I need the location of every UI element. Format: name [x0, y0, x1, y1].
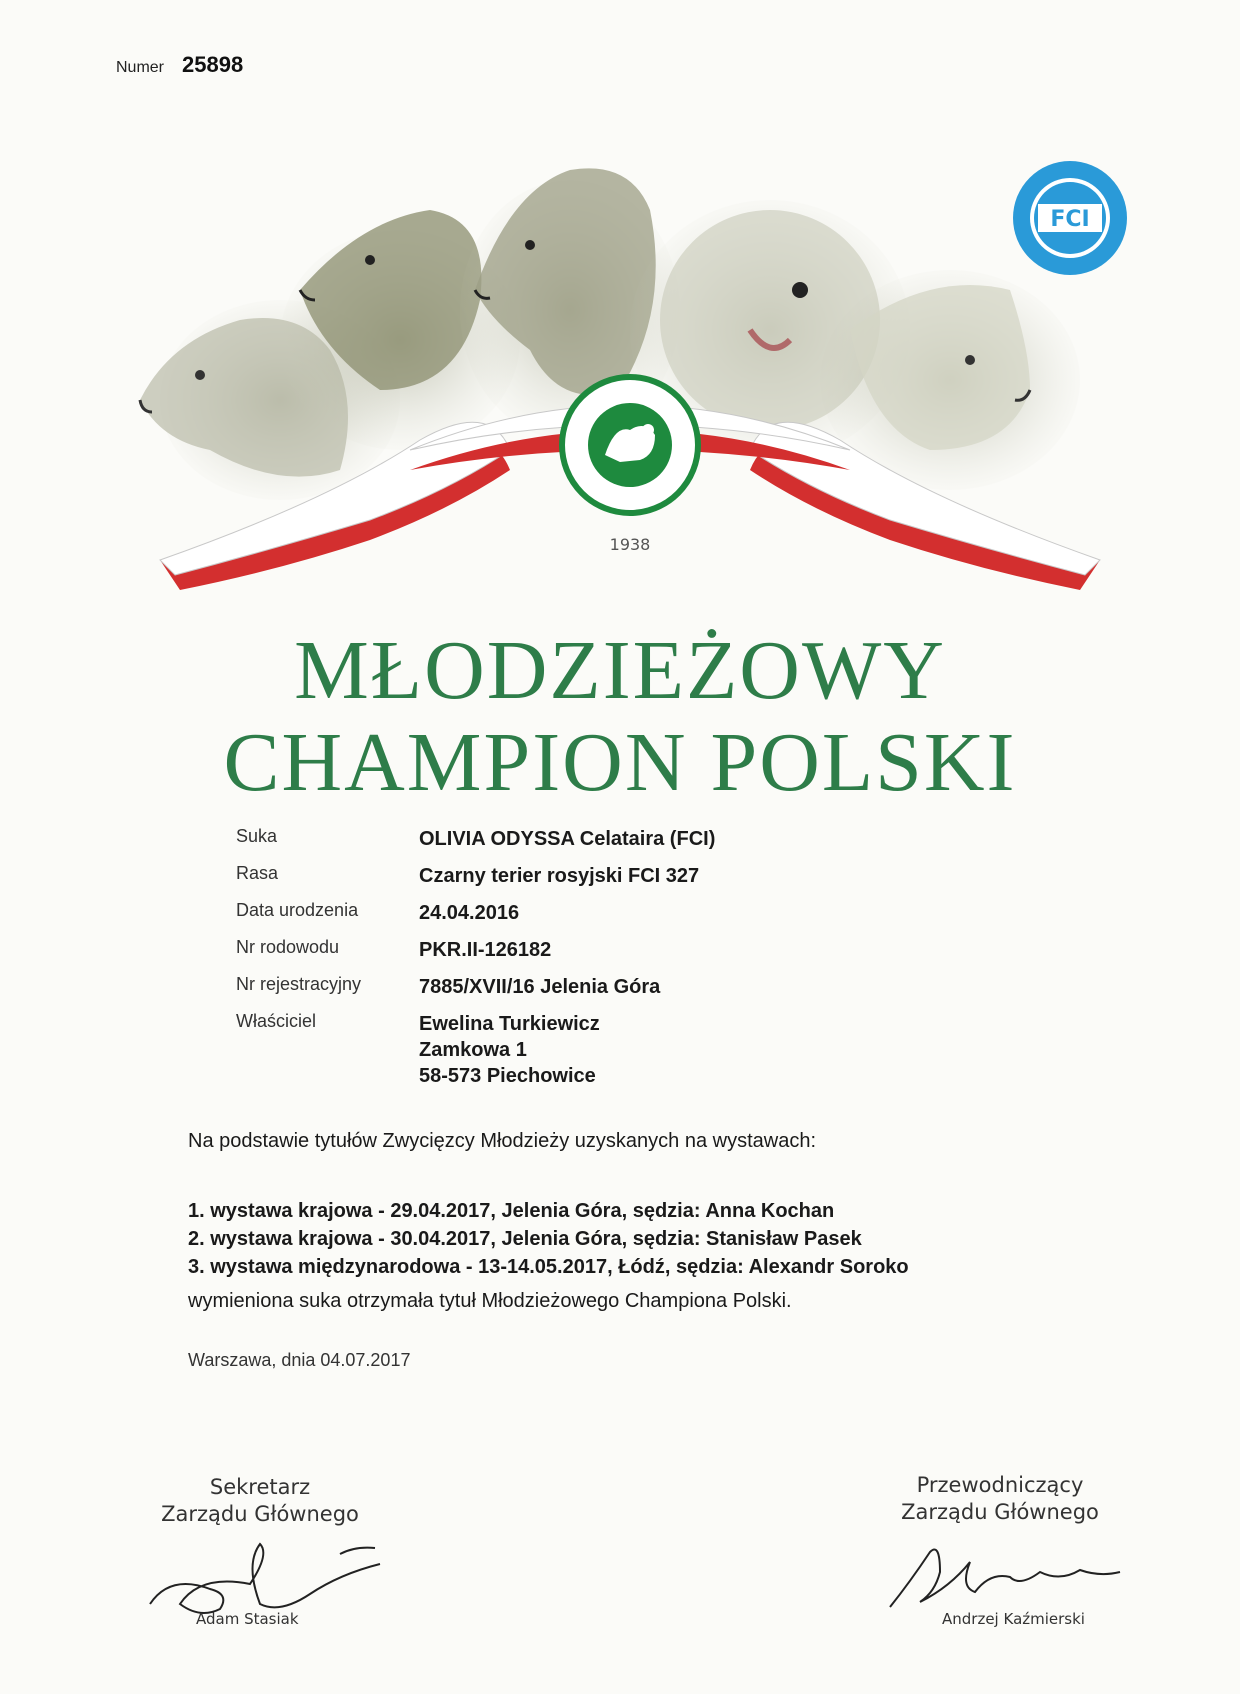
signature-scribble — [880, 1532, 1140, 1622]
signature-title-line2: Zarządu Głównego — [161, 1502, 359, 1526]
signature-name-left: Adam Stasiak — [196, 1610, 299, 1628]
detail-row-owner — [236, 1011, 715, 1089]
owner-address — [419, 1011, 600, 1089]
detail-label: Rasa — [236, 863, 279, 883]
dog-details — [236, 826, 715, 1100]
fci-text: FCI — [1050, 207, 1090, 232]
owner-name: Ewelina Turkiewicz — [419, 1013, 600, 1035]
zkwp-year: 1938 — [609, 535, 651, 554]
detail-label: Właściciel — [236, 1011, 317, 1031]
title-line-2: CHAMPION POLSKI — [223, 716, 1017, 809]
detail-value: PKR.II-126182 — [419, 939, 552, 961]
conclusion-text: wymieniona suka otrzymała tytuł Młodzieżowego Championa Polski. — [188, 1290, 792, 1312]
signature-chairman — [880, 1472, 1120, 1622]
detail-value: Czarny terier rosyjski FCI 327 — [419, 865, 700, 887]
detail-label: Nr rejestracyjny — [236, 974, 362, 994]
signature-name-right: Andrzej Kaźmierski — [942, 1610, 1085, 1628]
certificate-number — [116, 52, 243, 78]
detail-row-birthdate — [236, 900, 715, 926]
detail-row-sex — [236, 826, 715, 852]
detail-row-pedigree — [236, 937, 715, 963]
number-value: 25898 — [182, 52, 244, 77]
show-item: 2. wystawa krajowa - 30.04.2017, Jelenia Góra, sędzia: Stanisław Pasek — [188, 1228, 862, 1250]
zkwp-logo — [562, 377, 698, 554]
signature-secretary — [140, 1474, 380, 1624]
detail-label: Data urodzenia — [236, 900, 359, 920]
number-label: Numer — [116, 59, 165, 76]
detail-row-breed — [236, 863, 715, 889]
basis-text: Na podstawie tytułów Zwycięzcy Młodzieży uzyskanych na wystawach: — [188, 1130, 817, 1152]
show-item: 1. wystawa krajowa - 29.04.2017, Jelenia Góra, sędzia: Anna Kochan — [188, 1200, 835, 1222]
signature-title-line1: Sekretarz — [209, 1475, 311, 1499]
detail-value: OLIVIA ODYSSA Celataira (FCI) — [419, 828, 716, 850]
show-item: 3. wystawa międzynarodowa - 13-14.05.2017, Łódź, sędzia: Alexandr Soroko — [188, 1256, 909, 1278]
dogs-illustration — [130, 150, 1130, 590]
detail-value: 7885/XVII/16 Jelenia Góra — [419, 976, 661, 998]
place-date: Warszawa, dnia 04.07.2017 — [188, 1350, 411, 1370]
owner-street: Zamkowa 1 — [419, 1039, 527, 1061]
detail-row-registration — [236, 974, 715, 1000]
shows-list — [188, 1197, 909, 1281]
title-line-1: MŁODZIEŻOWY — [294, 624, 946, 717]
detail-value: 24.04.2016 — [419, 902, 520, 924]
owner-city: 58-573 Piechowice — [419, 1065, 596, 1087]
detail-label: Suka — [236, 826, 278, 846]
signature-title-line2: Zarządu Głównego — [901, 1500, 1099, 1524]
detail-label: Nr rodowodu — [236, 937, 340, 957]
signature-title-line1: Przewodniczący — [916, 1473, 1084, 1497]
fci-logo — [1010, 158, 1130, 278]
